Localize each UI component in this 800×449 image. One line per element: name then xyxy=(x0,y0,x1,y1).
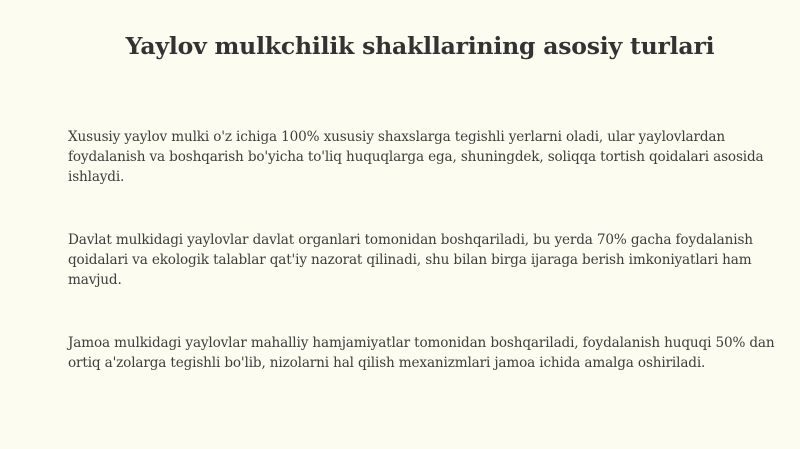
paragraph-community-ownership: Jamoa mulkidagi yaylovlar mahalliy hamjamiyatlar tomonidan boshqariladi, foydalanish huquqi 50% dan ortiq a'zolarga tegishli bo'lib, nizolarni hal qilish mexanizmlari jamoa ichida amalga oshiriladi. xyxy=(68,335,775,371)
paragraph-private-ownership: Xususiy yaylov mulki o'z ichiga 100% xususiy shaxslarga tegishli yerlarni oladi, ular yaylovlardan foydalanish va boshqarish bo'yicha to'liq huquqlarga ega, shuningdek, soliqqa tortish qoidalari asosida ishlaydi. xyxy=(68,129,764,185)
paragraph-state-ownership: Davlat mulkidagi yaylovlar davlat organlari tomonidan boshqariladi, bu yerda 70% gacha foydalanish qoidalari va ekologik talablar qat'iy nazorat qilinadi, shu bilan birga ijaraga berish imkoniyatlari ham mavjud. xyxy=(68,232,753,288)
slide-title: Yaylov mulkchilik shakllarining asosiy turlari xyxy=(125,32,715,60)
